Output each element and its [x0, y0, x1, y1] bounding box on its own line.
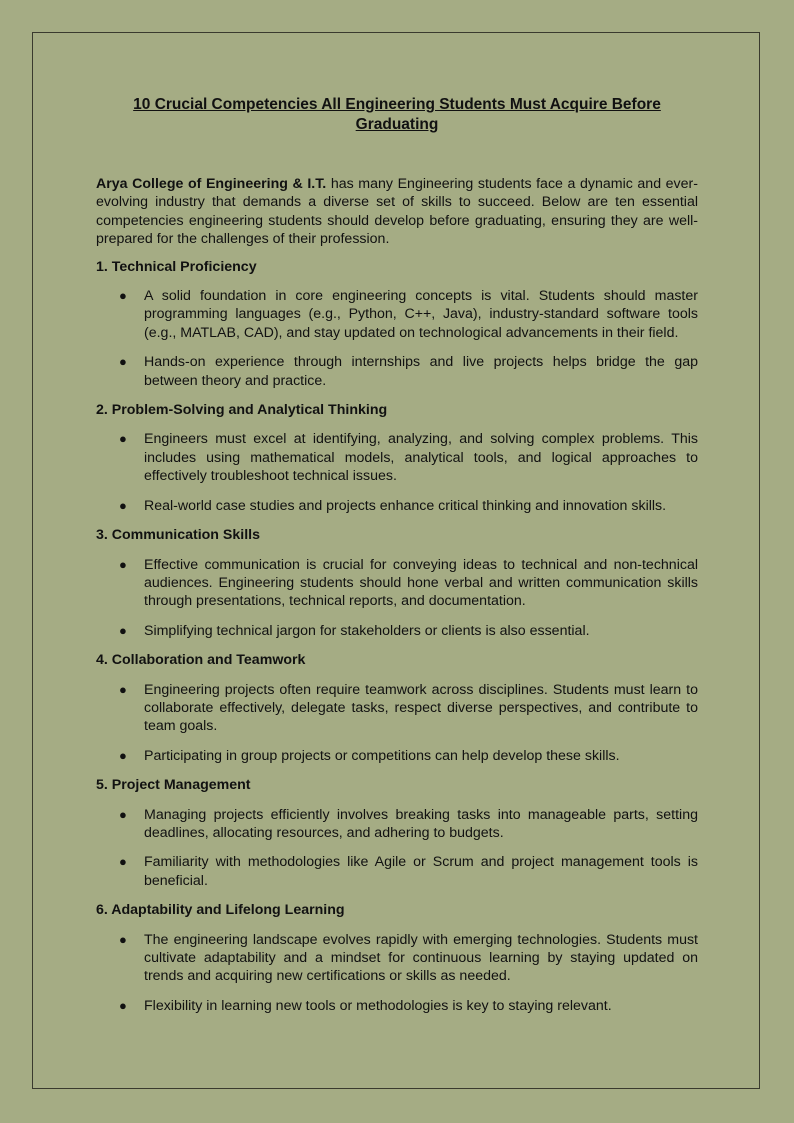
- list-item-text: Simplifying technical jargon for stakeholders or clients is also essential.: [144, 622, 590, 639]
- intro-text: has many Engineering students face a dynamic and ever-evolving industry that demands a diverse set of skills to succeed. Below are ten essential competencies engineering students should develop before graduating, ensuring they are well-prepared for the challenges of their profession.: [96, 176, 698, 248]
- bullet-dot-icon: ●: [119, 747, 127, 763]
- bullet-list: [96, 556, 698, 641]
- section-heading: 3. Communication Skills: [96, 527, 260, 544]
- section-technical-proficiency: [96, 258, 698, 390]
- bullet-dot-icon: ●: [119, 354, 127, 370]
- list-item-text: Managing projects efficiently involves breaking tasks into manageable parts, setting deadlines, allocating resources, and adhering to budgets.: [144, 806, 698, 841]
- section-heading: 4. Collaboration and Teamwork: [96, 652, 306, 669]
- bullet-dot-icon: ●: [119, 288, 127, 304]
- list-item: [96, 681, 698, 736]
- bullet-dot-icon: ●: [119, 622, 127, 638]
- list-item: [96, 430, 698, 485]
- list-item: [96, 556, 698, 611]
- list-item-text: Participating in group projects or competitions can help develop these skills.: [144, 747, 620, 764]
- list-item-text: A solid foundation in core engineering concepts is vital. Students should master programming languages (e.g., Python, C++, Java), industry-standard software tools (e.g., MATLAB, CAD), and stay updated on technological advancements in their field.: [144, 288, 698, 341]
- list-item: [96, 931, 698, 986]
- list-item: [96, 997, 698, 1015]
- section-communication-skills: [96, 526, 698, 640]
- list-item-text: Effective communication is crucial for conveying ideas to technical and non-technical audiences. Engineering students should hone verbal and written communication skills through presentations, technical reports, and documentation.: [144, 556, 698, 610]
- page-title: 10 Crucial Competencies All Engineering Students Must Acquire Before Graduating: [133, 96, 661, 133]
- list-item: [96, 806, 698, 843]
- list-item: [96, 747, 698, 765]
- list-item: [96, 353, 698, 390]
- section-collaboration-teamwork: [96, 651, 698, 765]
- list-item-text: The engineering landscape evolves rapidly with emerging technologies. Students must cultivate adaptability and a mindset for continuous learning by staying updated on trends and acquiring new certifications or skills as needed.: [144, 931, 698, 985]
- section-problem-solving: [96, 401, 698, 515]
- document-body: [96, 95, 698, 1026]
- bullet-dot-icon: ●: [119, 854, 127, 870]
- bullet-dot-icon: ●: [119, 556, 127, 572]
- intro-paragraph: [96, 175, 698, 249]
- bullet-list: [96, 806, 698, 891]
- bullet-dot-icon: ●: [119, 497, 127, 513]
- list-item: [96, 622, 698, 640]
- list-item-text: Hands-on experience through internships and live projects helps bridge the gap between theory and practice.: [144, 354, 698, 389]
- bullet-list: [96, 287, 698, 390]
- section-heading: 2. Problem-Solving and Analytical Thinking: [96, 402, 388, 419]
- list-item-text: Engineering projects often require teamwork across disciplines. Students must learn to collaborate effectively, delegate tasks, respect diverse perspectives, and contribute to team goals.: [144, 681, 698, 735]
- bullet-dot-icon: ●: [119, 931, 127, 947]
- list-item-text: Real-world case studies and projects enhance critical thinking and innovation skills.: [144, 497, 667, 514]
- section-project-management: [96, 776, 698, 890]
- bullet-dot-icon: ●: [119, 806, 127, 822]
- list-item: [96, 497, 698, 515]
- list-item-text: Engineers must excel at identifying, analyzing, and solving complex problems. This includes using mathematical models, analytical tools, and logical approaches to effectively troubleshoot technical issues.: [144, 431, 698, 485]
- section-heading: 1. Technical Proficiency: [96, 258, 257, 275]
- bullet-list: [96, 430, 698, 515]
- section-heading: 6. Adaptability and Lifelong Learning: [96, 902, 345, 919]
- list-item-text: Flexibility in learning new tools or methodologies is key to staying relevant.: [144, 997, 612, 1014]
- list-item: [96, 287, 698, 342]
- section-heading: 5. Project Management: [96, 777, 251, 794]
- list-item: [96, 853, 698, 890]
- bullet-dot-icon: ●: [119, 997, 127, 1013]
- intro-college-name: Arya College of Engineering & I.T.: [96, 176, 327, 192]
- bullet-dot-icon: ●: [119, 681, 127, 697]
- bullet-dot-icon: ●: [119, 431, 127, 447]
- bullet-list: [96, 931, 698, 1016]
- list-item-text: Familiarity with methodologies like Agile or Scrum and project management tools is beneficial.: [144, 854, 698, 889]
- bullet-list: [96, 681, 698, 766]
- section-adaptability: [96, 901, 698, 1015]
